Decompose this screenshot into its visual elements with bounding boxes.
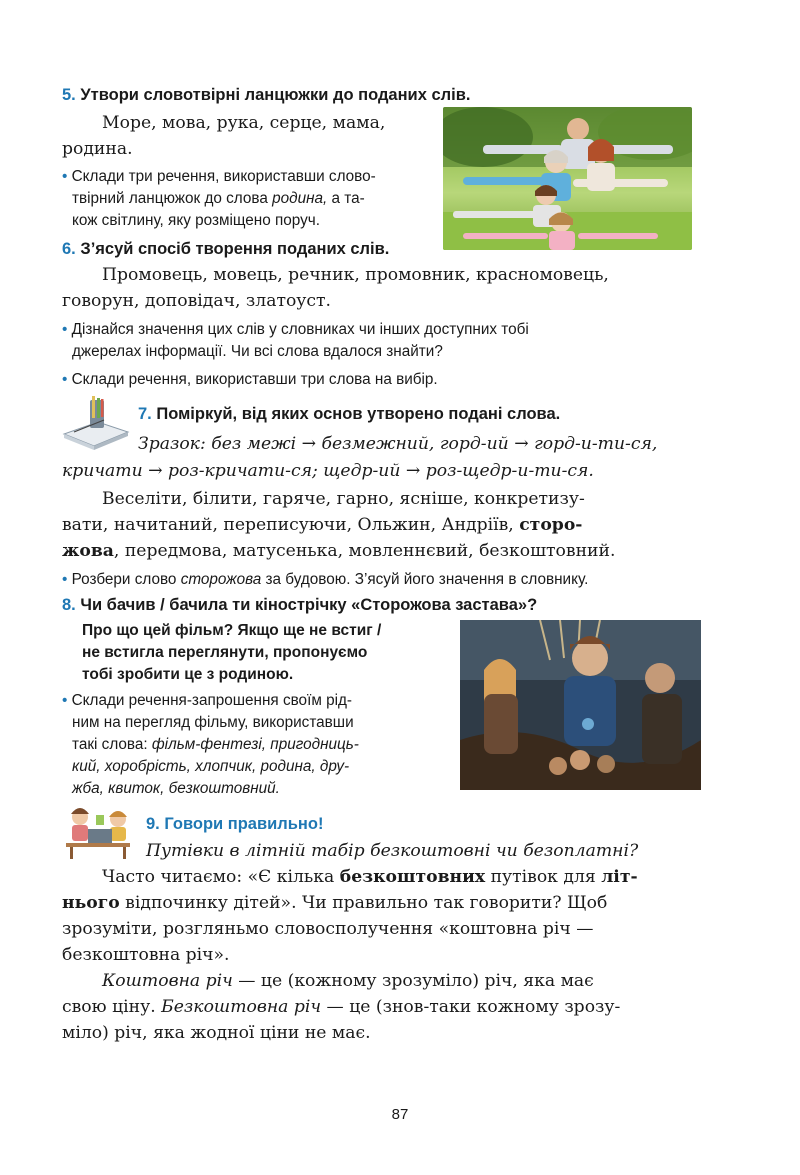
- task9-question: Путівки в літній табір безкоштовні чи безоплатні?: [146, 841, 639, 861]
- task6-bullet2: • Склади речення, використавши три слова на вибір.: [62, 371, 438, 388]
- task6-bullet1: • Дізнайся значення цих слів у словниках чи інших доступних тобі джерелах інформації. Чи всі слова вдалося знайти?: [62, 319, 742, 363]
- task7-number: 7.: [138, 405, 152, 423]
- task7-words-storo: сторо-: [519, 515, 583, 535]
- task7-words-line2: [62, 512, 582, 538]
- task7-bullet-a: Розбери слово: [71, 571, 181, 588]
- task5-bullet-line3: кож світлину, яку розміщено поруч.: [72, 212, 320, 229]
- task8-sub-line2: не встигла переглянути, пропонуємо: [82, 644, 368, 661]
- task9-p1-line1: [102, 864, 638, 890]
- task8-title: Чи бачив / бачила ти кінострічку «Сторожова застава»?: [80, 596, 538, 614]
- children-at-desk-icon: [62, 805, 134, 859]
- task8-bullet-line1: Склади речення-запрошення своїм рід-: [71, 692, 353, 709]
- task5-title: Утвори словотвірні ланцюжки до поданих слів.: [80, 86, 471, 104]
- book-with-pencils-icon: [60, 396, 132, 452]
- task9-p1-line1c: путівок для: [485, 867, 602, 887]
- task9-p2-ital-bezkoshtovna: Безкоштовна річ: [161, 997, 322, 1017]
- task7-words-line3b: , передмова, матусенька, мовленнєвий, безкоштовний.: [113, 541, 616, 561]
- task5-bullet: • Склади три речення, використавши слово- твірний ланцюжок до слова родина, а та- кож світлину, яку розміщено поруч.: [62, 166, 442, 232]
- task8-bullet-line5: жба, квиток, безкоштовний.: [72, 780, 280, 797]
- task7-words-line1: Веселіти, білити, гаряче, гарно, ясніше, конкретизу-: [102, 489, 585, 509]
- task6-number: 6.: [62, 240, 76, 258]
- task8-bullet-line3a: такі слова:: [72, 736, 152, 753]
- task7-sample-line2: кричати → роз-кричати-ся; щедр-ий → роз-щедр-и-ти-ся.: [62, 461, 594, 481]
- task7-heading: [138, 405, 560, 424]
- task6-words-line1: Промовець, мовець, речник, промовник, красномовець,: [102, 265, 609, 285]
- task5-number: 5.: [62, 86, 76, 104]
- task9-p1-line2b: відпочинку дітей». Чи правильно так говорити? Щоб: [119, 893, 608, 913]
- task9-p2-line1: [102, 968, 594, 994]
- task8-bullet-line2: ним на перегляд фільму, використавши: [72, 714, 354, 731]
- task9-p2-line2a: свою ціну.: [62, 997, 162, 1017]
- page-number: 87: [391, 1106, 409, 1123]
- task7-words-zhova: жова: [62, 541, 114, 561]
- task5-bullet-line2a: твірний ланцюжок до слова: [72, 190, 273, 207]
- task6-words-line2: говорун, доповідач, златоуст.: [62, 291, 332, 311]
- task9-p1-line3: зрозуміти, розгляньмо словосполучення «коштовна річ —: [62, 919, 594, 939]
- task6-bullet1-line2: джерелах інформації. Чи всі слова вдалося знайти?: [72, 343, 443, 360]
- task9-p1-bold-nyoho: нього: [62, 893, 120, 913]
- family-photo: [443, 107, 692, 250]
- task9-p2-ital-koshtovna: Коштовна річ: [102, 971, 233, 991]
- task9-p1-bold-lit: літ-: [601, 867, 638, 887]
- task8-sub-line1: Про що цей фільм? Якщо ще не встиг /: [82, 622, 382, 639]
- task8-subtext: [82, 620, 381, 686]
- task7-bullet-c: за будовою. З’ясуй його значення в словнику.: [261, 571, 589, 588]
- task5-words-line2: родина.: [62, 139, 133, 159]
- task9-p1-line2: [62, 890, 607, 916]
- task9-p2-line3: міло) річ, яка жодної ціни не має.: [62, 1023, 371, 1043]
- task6-bullet2-text: Склади речення, використавши три слова на вибір.: [71, 371, 438, 388]
- task6-title: З’ясуй спосіб творення поданих слів.: [80, 240, 390, 258]
- task5-bullet-line2c: а та-: [327, 190, 365, 207]
- task9-p1-line1a: Часто читаємо: «Є кілька: [102, 867, 340, 887]
- task5-bullet-line1: Склади три речення, використавши слово-: [71, 168, 376, 185]
- task8-sub-line3: тобі зробити це з родиною.: [82, 666, 294, 683]
- task8-number: 8.: [62, 596, 76, 614]
- task8-bullet-line3b: фільм-фентезі, пригодниць-: [151, 736, 359, 753]
- task9-p2-line1b: — це (кожному зрозуміло) річ, яка має: [232, 971, 594, 991]
- task7-words-line2a: вати, начитаний, переписуючи, Ольжин, Андріїв,: [62, 515, 520, 535]
- task7-bullet-word: сторожова: [180, 571, 262, 588]
- task5-heading: [62, 86, 470, 105]
- task5-bullet-word-rodyna: родина,: [272, 190, 328, 207]
- task7-words-line3: [62, 538, 615, 564]
- task7-bullet: • Розбери слово сторожова за будовою. З’ясуй його значення в словнику.: [62, 571, 589, 588]
- task6-heading: [62, 240, 389, 259]
- task9-p1-line4: безкоштовна річ».: [62, 945, 230, 965]
- movie-poster-photo: [460, 620, 701, 790]
- task8-bullet: • Склади речення-запрошення своїм рід- ним на перегляд фільму, використавши такі слова: фільм-фентезі, пригодниць- кий, хоробрість, хлопчик, родина, дру- жба, квиток, безкоштовний.: [62, 690, 452, 800]
- task5-words-line1: Море, мова, рука, серце, мама,: [102, 113, 386, 133]
- task9-p2-line2c: — це (знов-таки кожному зрозу-: [321, 997, 621, 1017]
- task7-sample-line1: Зразок: без межі → безмежний, горд-ий → горд-и-ти-ся,: [138, 434, 658, 454]
- task9-p2-line2: [62, 994, 620, 1020]
- task8-bullet-line4: кий, хоробрість, хлопчик, родина, дру-: [72, 758, 350, 775]
- task7-title: Поміркуй, від яких основ утворено подані слова.: [156, 405, 561, 423]
- task6-bullet1-line1: Дізнайся значення цих слів у словниках чи інших доступних тобі: [71, 321, 529, 338]
- task8-heading: [62, 596, 537, 615]
- task9-p1-bold-bezkoshtovnykh: безкоштовних: [339, 867, 486, 887]
- task9-title: 9. Говори правильно!: [146, 815, 324, 833]
